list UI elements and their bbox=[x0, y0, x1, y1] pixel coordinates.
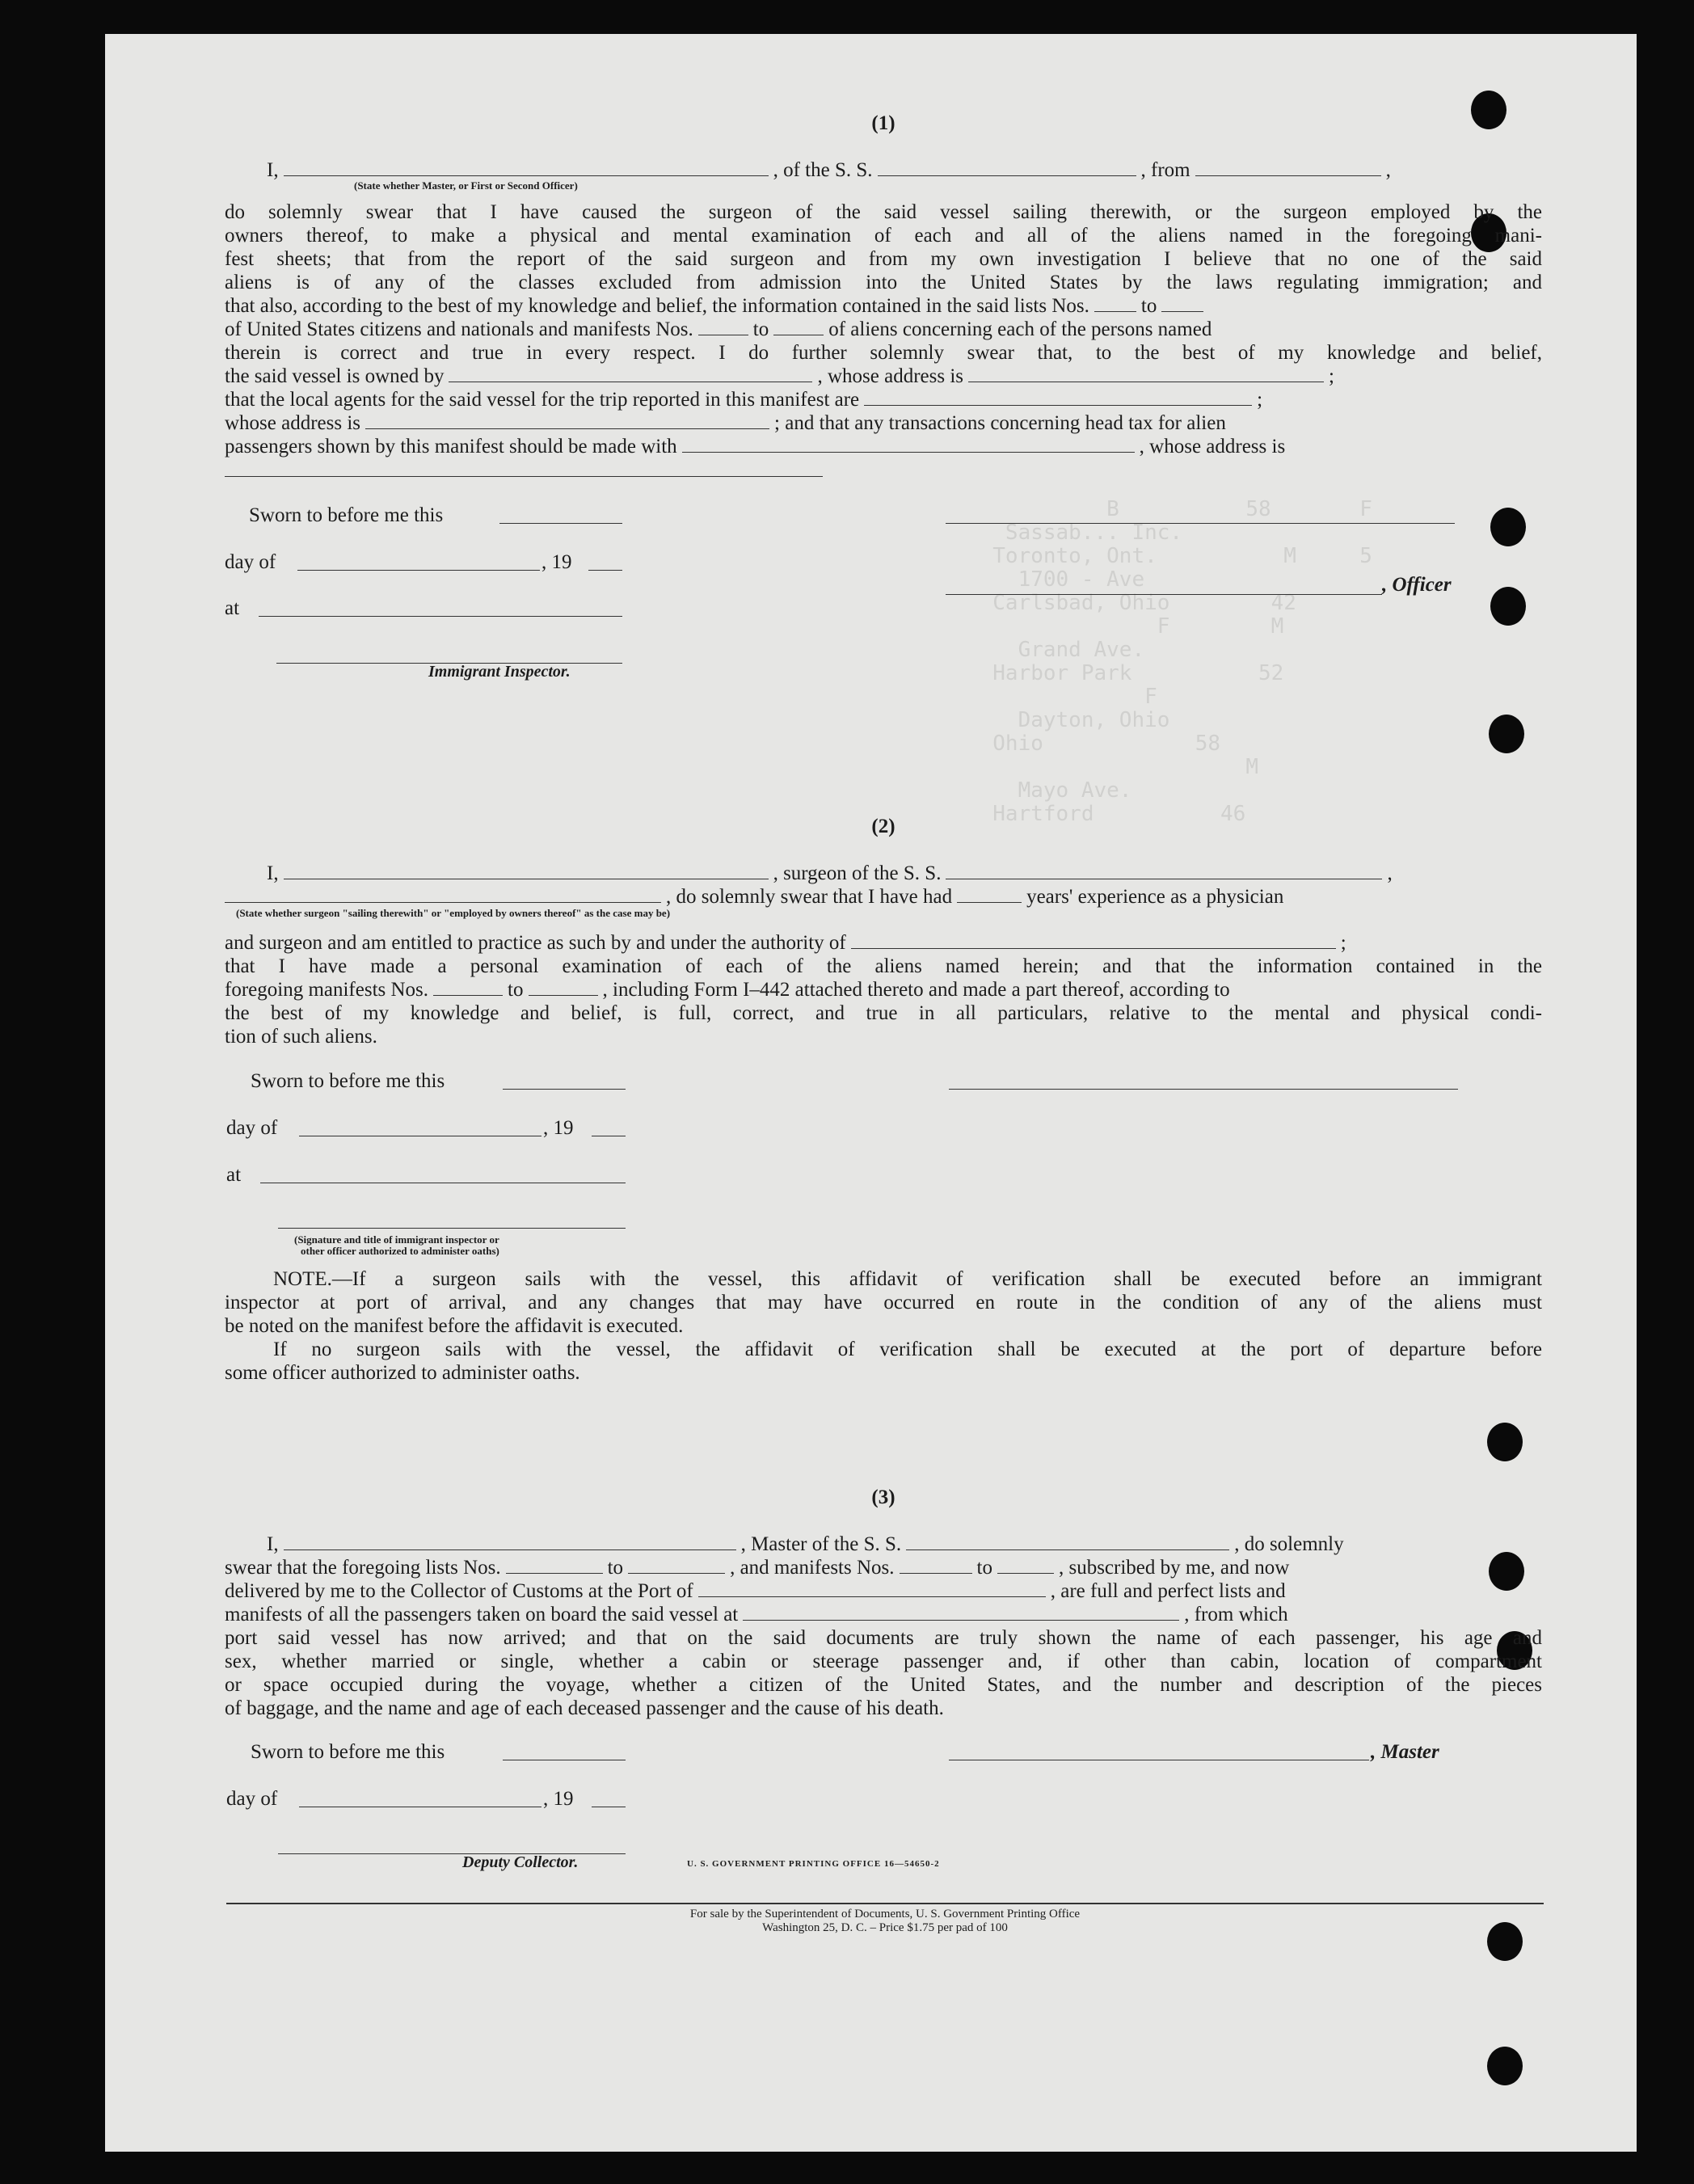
head-tax-contact-field[interactable] bbox=[682, 451, 1135, 453]
field-caption: (State whether surgeon "sailing therewith" or "employed by owners thereof" as the case may be) bbox=[236, 907, 671, 919]
paragraph-line: fest sheets; that from the report of the said surgeon and from my own investigation I believe that no one of the said bbox=[225, 248, 1542, 270]
years-experience-field[interactable] bbox=[957, 901, 1022, 903]
manifest-to-field[interactable] bbox=[773, 334, 824, 335]
origin-port-field[interactable] bbox=[1195, 175, 1381, 176]
master-signature-field[interactable] bbox=[949, 1759, 1369, 1760]
note-line: some officer authorized to administer oaths. bbox=[225, 1362, 580, 1384]
note-line: If no surgeon sails with the vessel, the affidavit of verification shall be executed at the port of departure before bbox=[273, 1339, 1542, 1360]
oath-line: I, , of the S. S. , from , bbox=[267, 159, 1391, 181]
section-1 bbox=[225, 34, 1542, 761]
oath-line: I, , Master of the S. S. , do solemnly bbox=[267, 1533, 1344, 1555]
at-label: at bbox=[225, 597, 240, 619]
ship-name-field[interactable] bbox=[946, 878, 1382, 879]
at-label: at bbox=[226, 1164, 242, 1186]
footer-sale-note bbox=[226, 1908, 1544, 1935]
master-label: , Master bbox=[1371, 1741, 1439, 1763]
paragraph-line: or space occupied during the voyage, whether a citizen of the United States, and the number and description of the pieces bbox=[225, 1674, 1542, 1696]
paragraph-line: and surgeon and am entitled to practice as such by and under the authority of ; bbox=[225, 932, 1346, 954]
paragraph-line: of baggage, and the name and age of each deceased passenger and the cause of his death. bbox=[225, 1697, 944, 1719]
day-of-label: day of bbox=[225, 551, 276, 573]
day-of-label: day of bbox=[226, 1788, 278, 1810]
manifest-from-field[interactable] bbox=[698, 334, 748, 335]
vessel-owner-field[interactable] bbox=[449, 381, 812, 382]
authority-field[interactable] bbox=[851, 947, 1336, 949]
paragraph-line: the best of my knowledge and belief, is full, correct, and true in all particulars, relative to the mental and physical condi- bbox=[225, 1002, 1542, 1024]
oath-line: I, , surgeon of the S. S. , bbox=[267, 862, 1393, 884]
list-to-field[interactable] bbox=[1161, 310, 1203, 312]
year-field[interactable] bbox=[592, 1135, 626, 1136]
paragraph-line: foregoing manifests Nos. to , including Form I–442 attached thereto and made a part thereof, according to bbox=[225, 979, 1230, 1001]
paragraph-line: the said vessel is owned by , whose address is ; bbox=[225, 365, 1334, 387]
oath-line: , do solemnly swear that I have had years' experience as a physician bbox=[225, 885, 1542, 909]
field-caption: (State whether Master, or First or Second Officer) bbox=[354, 179, 578, 192]
year-prefix: , 19 bbox=[543, 1117, 574, 1139]
sworn-date-field[interactable] bbox=[499, 522, 622, 524]
section-number: (2) bbox=[871, 816, 895, 837]
list-from-field[interactable] bbox=[506, 1572, 603, 1574]
master-name-field[interactable] bbox=[284, 1549, 736, 1550]
paragraph-line: whose address is ; and that any transactions concerning head tax for alien bbox=[225, 412, 1226, 434]
month-field[interactable] bbox=[299, 1806, 541, 1807]
note-line: inspector at port of arrival, and any changes that may have occurred en route in the condition of any of the aliens must bbox=[225, 1292, 1542, 1313]
address-continuation-field[interactable] bbox=[225, 475, 823, 477]
manifest-to-field[interactable] bbox=[997, 1572, 1054, 1574]
paragraph-line: that also, according to the best of my knowledge and belief, the information contained in the said lists Nos. to bbox=[225, 294, 1542, 318]
paragraph-line: do solemnly swear that I have caused the surgeon of the said vessel sailing therewith, or the surgeon employed by the bbox=[225, 201, 1542, 223]
month-field[interactable] bbox=[297, 569, 540, 571]
list-from-field[interactable] bbox=[1094, 310, 1136, 312]
inspector-signature-field[interactable] bbox=[278, 1227, 626, 1229]
surgeon-signature-field[interactable] bbox=[949, 1088, 1458, 1090]
paragraph-line: that I have made a personal examination of each of the aliens named herein; and that the information contained in the bbox=[225, 955, 1542, 977]
paragraph-line: tion of such aliens. bbox=[225, 1026, 377, 1048]
sworn-label: Sworn to before me this bbox=[251, 1741, 445, 1763]
surgeon-status-field[interactable] bbox=[284, 878, 769, 879]
paragraph-line: therein is correct and true in every respect. I do further solemnly swear that, to the best of my knowledge and belief, bbox=[225, 342, 1542, 364]
officer-rank-field[interactable] bbox=[284, 175, 769, 176]
section-2 bbox=[225, 761, 1542, 1408]
place-field[interactable] bbox=[260, 1182, 626, 1183]
signature-caption: (Signature and title of immigrant inspector or bbox=[294, 1233, 499, 1246]
day-of-label: day of bbox=[226, 1117, 278, 1139]
sworn-label: Sworn to before me this bbox=[251, 1070, 445, 1092]
ship-name-field[interactable] bbox=[906, 1549, 1229, 1550]
manifest-from-field[interactable] bbox=[433, 994, 503, 996]
paragraph-line: of United States citizens and nationals and manifests Nos. to of aliens concerning each of the persons named bbox=[225, 318, 1212, 340]
paragraph-line: swear that the foregoing lists Nos. to , and manifests Nos. to , subscribed by me, and now bbox=[225, 1557, 1290, 1579]
manifest-from-field[interactable] bbox=[900, 1572, 972, 1574]
paragraph-line: delivered by me to the Collector of Customs at the Port of , are full and perfect lists and bbox=[225, 1580, 1286, 1602]
inspector-label: Immigrant Inspector. bbox=[428, 663, 571, 681]
footer-rule bbox=[226, 1903, 1544, 1904]
arrival-port-field[interactable] bbox=[698, 1596, 1046, 1597]
signature-caption: other officer authorized to administer oaths) bbox=[301, 1245, 499, 1257]
note-line: be noted on the manifest before the affidavit is executed. bbox=[225, 1315, 684, 1337]
punch-hole bbox=[1487, 2047, 1523, 2085]
gpo-imprint: U. S. GOVERNMENT PRINTING OFFICE 16—54650-2 bbox=[687, 1859, 940, 1869]
list-to-field[interactable] bbox=[628, 1572, 725, 1574]
year-field[interactable] bbox=[592, 1806, 626, 1807]
paragraph-line: aliens is of any of the classes excluded from admission into the United States by the laws regulating immigration; and bbox=[225, 272, 1542, 293]
manifest-to-field[interactable] bbox=[529, 994, 598, 996]
year-prefix: , 19 bbox=[541, 551, 572, 573]
sworn-date-field[interactable] bbox=[503, 1088, 626, 1090]
section-3 bbox=[225, 1408, 1542, 1893]
paragraph-line: passengers shown by this manifest should be made with , whose address is bbox=[225, 436, 1286, 457]
paragraph-line: that the local agents for the said vessel for the trip reported in this manifest are ; bbox=[225, 389, 1263, 411]
section-number: (3) bbox=[871, 1486, 895, 1508]
deputy-collector-label: Deputy Collector. bbox=[462, 1853, 579, 1871]
place-field[interactable] bbox=[259, 615, 622, 617]
departure-port-field[interactable] bbox=[743, 1619, 1179, 1621]
paragraph-line: sex, whether married or single, whether a cabin or steerage passenger and, if other than cabin, location of compartment bbox=[225, 1651, 1542, 1672]
section-number: (1) bbox=[871, 112, 895, 134]
surgeon-status-continuation-field[interactable] bbox=[225, 901, 661, 903]
sworn-label: Sworn to before me this bbox=[249, 504, 444, 526]
sworn-date-field[interactable] bbox=[503, 1759, 626, 1760]
paragraph-line: port said vessel has now arrived; and that on the said documents are truly shown the name of each passenger, his age and bbox=[225, 1627, 1542, 1649]
officer-title-field[interactable] bbox=[946, 593, 1382, 595]
note-line: NOTE.—If a surgeon sails with the vessel, this affidavit of verification shall be executed before an immigrant bbox=[273, 1268, 1542, 1290]
month-field[interactable] bbox=[299, 1135, 541, 1136]
bleed-through-texture: B 58 F Sassab... Inc. Toronto, Ont. M 5 1700 - Ave Carlsbad, Ohio 42 F M Grand Ave. Harbor Park 52 F Dayton, Ohio Ohio 58 M Mayo Ave. Hartford 46 bbox=[992, 497, 1372, 826]
officer-signature-field[interactable] bbox=[946, 522, 1455, 524]
agents-address-field[interactable] bbox=[365, 428, 769, 429]
ship-name-field[interactable] bbox=[878, 175, 1136, 176]
document-page bbox=[105, 34, 1637, 2152]
officer-label: , Officer bbox=[1382, 574, 1452, 596]
sale-line: Washington 25, D. C. – Price $1.75 per pad of 100 bbox=[762, 1921, 1008, 1934]
year-prefix: , 19 bbox=[543, 1788, 574, 1810]
year-field[interactable] bbox=[588, 569, 622, 571]
owner-address-field[interactable] bbox=[968, 381, 1324, 382]
local-agents-field[interactable] bbox=[864, 404, 1252, 406]
paragraph-line: manifests of all the passengers taken on board the said vessel at , from which bbox=[225, 1604, 1288, 1625]
paragraph-line: owners thereof, to make a physical and mental examination of each and all of the aliens named in the foregoing mani- bbox=[225, 225, 1542, 247]
sale-line: For sale by the Superintendent of Documents, U. S. Government Printing Office bbox=[689, 1908, 1081, 1920]
